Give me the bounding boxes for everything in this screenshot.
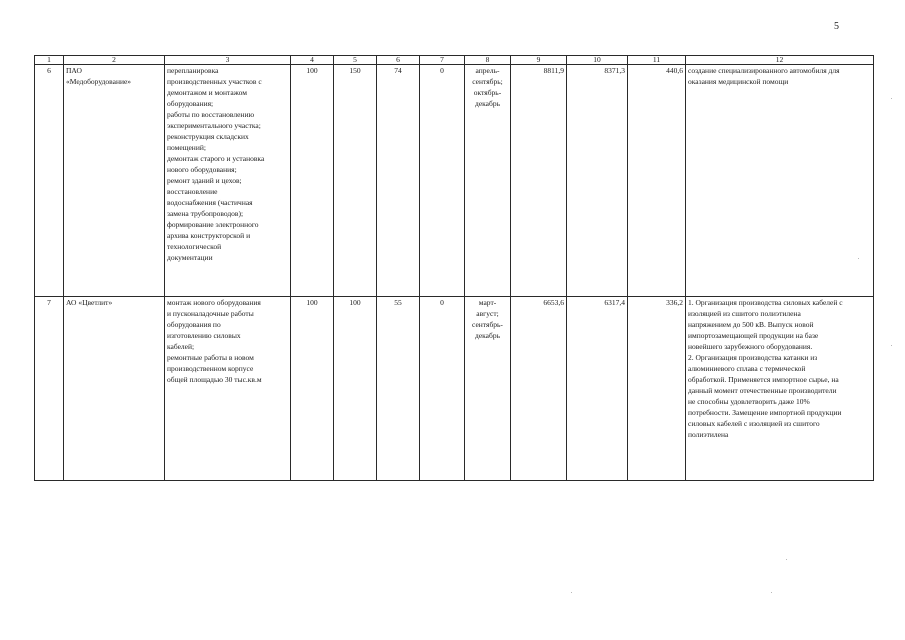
row-number: 7: [35, 297, 64, 481]
col-header-9: 9: [511, 56, 567, 65]
col-header-4: 4: [291, 56, 334, 65]
work-description: монтаж нового оборудования и пусконаладочные работы оборудования по изготовлению силовых кабелей; ремонтные работы в новом производственном корпусе общей площадью 30 тыс.кв.м: [165, 297, 291, 481]
row-number: 6: [35, 65, 64, 297]
col-header-10: 10: [567, 56, 628, 65]
organization-name: ПАО «Медоборудование»: [64, 65, 165, 297]
value-col-7: 0: [420, 65, 465, 297]
scan-speck: [891, 98, 892, 99]
work-description: перепланировка производственных участков с демонтажом и монтажом оборудования; работы по восстановлению экспериментального участка; реконструкция складских помещений; демонтаж старого и установка нового оборудования; ремонт зданий и цехов; восстановление водоснабжения (частичная замена трубопроводов); формирование электронного архива конструкторской и технологической документации: [165, 65, 291, 297]
col-header-8: 8: [465, 56, 511, 65]
scan-speck: [891, 345, 892, 346]
data-table: [34, 55, 874, 481]
page-number: 5: [834, 21, 839, 32]
col-header-5: 5: [334, 56, 377, 65]
value-col-9: 6653,6: [511, 297, 567, 481]
value-col-7: 0: [420, 297, 465, 481]
value-col-4: 100: [291, 297, 334, 481]
col-header-12: 12: [686, 56, 874, 65]
value-col-10: 8371,3: [567, 65, 628, 297]
col-header-3: 3: [165, 56, 291, 65]
col-header-11: 11: [628, 56, 686, 65]
value-col-10: 6317,4: [567, 297, 628, 481]
scan-speck: [786, 559, 787, 560]
period-cell: март- август; сентябрь- декабрь: [465, 297, 511, 481]
scan-speck: [571, 592, 572, 593]
scan-speck: [858, 258, 859, 259]
col-header-6: 6: [377, 56, 420, 65]
col-header-1: 1: [35, 56, 64, 65]
value-col-9: 8811,9: [511, 65, 567, 297]
scan-speck: [771, 592, 772, 593]
result-description: 1. Организация производства силовых кабелей с изоляцией из сшитого полиэтилена напряжением до 500 кВ. Выпуск новой импортозамещающей продукции на базе новейшего зарубежного оборудования. 2. Организация производства катанки из алюминиевого сплава с термической обработкой. Применяется импортное сырье, на данный момент отечественные производители не способны удовлетворить даже 10% потребности. Замещение импортной продукции силовых кабелей с изоляцией из сшитого полиэтилена: [686, 297, 874, 481]
organization-name: АО «Цветлит»: [64, 297, 165, 481]
value-col-6: 55: [377, 297, 420, 481]
col-header-2: 2: [64, 56, 165, 65]
value-col-5: 150: [334, 65, 377, 297]
table-row: [35, 65, 874, 297]
period-cell: апрель- сентябрь; октябрь- декабрь: [465, 65, 511, 297]
value-col-5: 100: [334, 297, 377, 481]
result-description: создание специализированного автомобиля для оказания медицинской помощи: [686, 65, 874, 297]
header-row: [35, 56, 874, 65]
col-header-7: 7: [420, 56, 465, 65]
value-col-4: 100: [291, 65, 334, 297]
value-col-11: 336,2: [628, 297, 686, 481]
value-col-6: 74: [377, 65, 420, 297]
table-row: [35, 297, 874, 481]
value-col-11: 440,6: [628, 65, 686, 297]
